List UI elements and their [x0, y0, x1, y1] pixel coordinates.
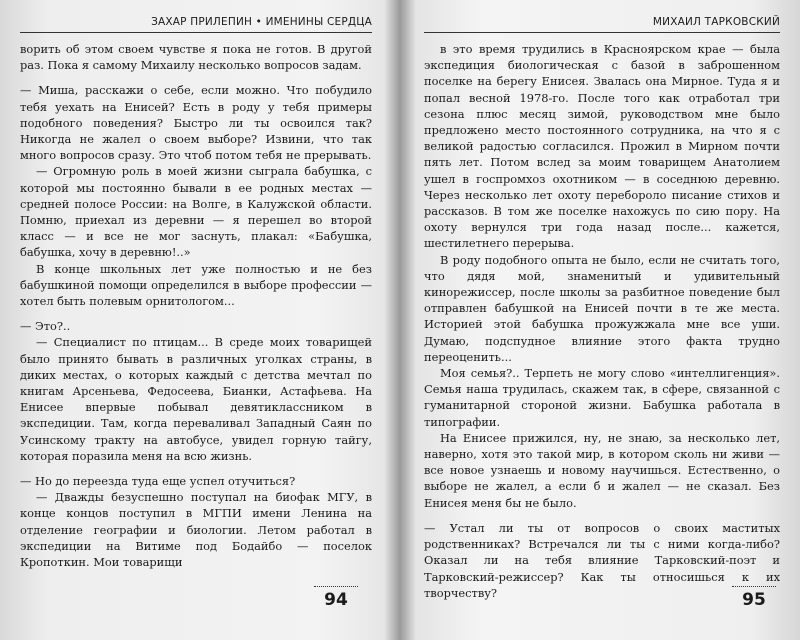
- question-paragraph: — Устал ли ты от вопросов о своих маститых родственниках? Встречался ли ты с ними когда-либо? Оказал ли на тебя влияние Тарковский-поэт и Тарковский-режиссер? Как ты относишься к их творчеству?: [424, 520, 780, 600]
- right-page: [424, 0, 780, 640]
- question-paragraph: — Миша, расскажи о себе, если можно. Что побудило тебя уехать на Енисей? Есть в роду у тебя примеры подобного поведения? Быстро ли ты освоился так? Никогда не жалел о своем выборе? Извини, что так много вопросов сразу. Это чтоб потом тебя не прерывать.: [20, 83, 372, 163]
- left-page-number: 94: [314, 586, 358, 610]
- answer-paragraph: Моя семья?.. Терпеть не могу слово «интеллигенция». Семья наша трудилась, скажем так, в сфере, связанной с гуманитарной стороной жизни. Бабушка работала в типографии.: [424, 366, 780, 429]
- paragraph: ворить об этом своем чувстве я пока не готов. В другой раз. Пока я самому Михаилу несколько вопросов задам.: [20, 42, 372, 73]
- answer-paragraph: — Специалист по птицам... В среде моих товарищей было принято бывать в различных уголках страны, в диких местах, о которых каждый с детства мечтал по книгам Арсеньева, Федосеева, Бианки, Астафьева. На Енисее впервые побывал девятиклассником в экспедиции. Там, когда переваливал Западный Саян по Усинскому тракту на автобусе, увидел горную тайгу, которая поразила меня на всю жизнь.: [20, 335, 372, 463]
- right-running-header: МИХАИЛ ТАРКОВСКИЙ: [424, 0, 780, 33]
- answer-paragraph: — Дважды безуспешно поступал на биофак МГУ, в конце концов поступил в МГПИ имени Ленина на отделение географии и биологии. Летом работал в экспедиции на Витиме под Бодайбо — поселок Кропоткин. Мои товарищи: [20, 490, 372, 570]
- right-page-body: [424, 41, 780, 601]
- left-page-body: [20, 41, 372, 570]
- answer-paragraph: в это время трудились в Красноярском крае — была экспедиция биологическая с базой в заброшенном поселке на берегу Енисея. Звалась она Мирное. Туда я и попал весной 1978-го. После того как отработал три сезона плюс месяц зимой, руководством мне было предложено место постоянного сотрудника, на что я с великой радостью согласился. Прожил в Мирном почти пять лет. Потом вслед за моим товарищем Анатолием ушел в госпромхоз охотником — в соседнюю деревню. Через несколько лет охоту перебороло писание стихов и рассказов. В том же поселке нахожусь по сию пору. На охоту вернулся три года назад после... кажется, шестилетнего перерыва.: [424, 42, 780, 251]
- right-page-number: 95: [732, 586, 776, 610]
- left-running-header: ЗАХАР ПРИЛЕПИН • ИМЕНИНЫ СЕРДЦА: [20, 0, 372, 33]
- left-page: [20, 0, 372, 640]
- answer-paragraph: — Огромную роль в моей жизни сыграла бабушка, с которой мы постоянно бывали в ее родных местах — средней полосе России: на Волге, в Калужской области. Помню, приехал из деревни — я перешел во второй класс — и все не мог заснуть, плакал: «Бабушка, бабушка, хочу в деревню!..»: [20, 164, 372, 260]
- question-paragraph: — Это?..: [20, 319, 71, 334]
- answer-paragraph: В конце школьных лет уже полностью и не без бабушкиной помощи определился в выборе профессии — хотел быть полевым орнитологом...: [20, 261, 372, 309]
- question-paragraph: — Но до переезда туда еще успел отучиться?: [20, 474, 296, 489]
- answer-paragraph: На Енисее прижился, ну, не знаю, за несколько лет, наверно, хотя это такой мир, в котором сколь ни живи — все новое узнаешь и новому научишься. Естественно, о выборе не жалел, а если б и жалел — не сказал. Без Енисея меня бы не было.: [424, 430, 780, 510]
- answer-paragraph: В роду подобного опыта не было, если не считать того, что дядя мой, знаменитый и удивительный кинорежиссер, после школы за разбитное поведение был отправлен бабушкой на Енисей почти в те же места. Историей этой бабушка прожужжала мне все уши. Думаю, подспудное влияние этого факта трудно переоценить...: [424, 252, 780, 364]
